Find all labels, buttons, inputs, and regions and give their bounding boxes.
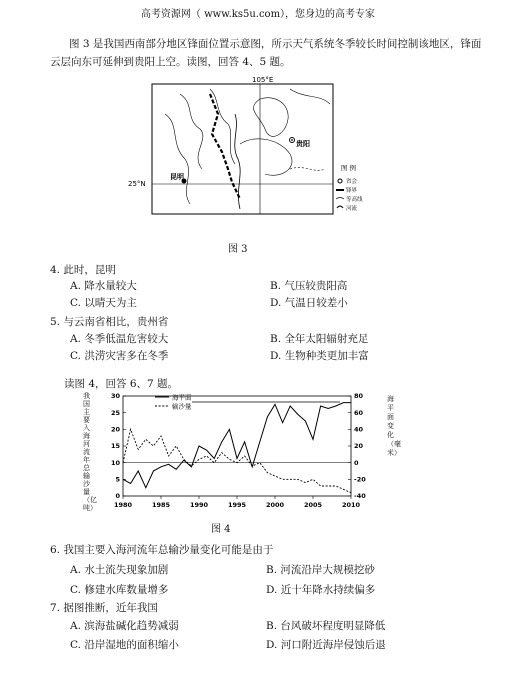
q4-option-b: B. 气压较贵阳高 bbox=[270, 280, 348, 292]
q4-option-a: A. 降水量较大 bbox=[70, 280, 137, 292]
city-kunming-label: 昆明 bbox=[170, 173, 184, 181]
q4-option-c: C. 以晴天为主 bbox=[70, 297, 137, 309]
legend-item-contour: 等高线 bbox=[346, 197, 363, 203]
legend-sediment: 输沙量 bbox=[172, 402, 192, 411]
intro-line-2: 云层向东可延伸到贵阳上空。读图，回答 4、5 题。 bbox=[50, 56, 291, 68]
q7-option-b: B. 台风破坏程度明显降低 bbox=[266, 620, 386, 632]
x-tick-label: 1980 bbox=[113, 501, 133, 509]
chart-ylabel-left: 我国主要入海河流年总输沙量（亿吨） bbox=[83, 392, 97, 512]
legend-item-capital: 省会 bbox=[346, 179, 358, 185]
x-tick-label: 1990 bbox=[189, 501, 209, 509]
q4-option-d: D. 气温日较差小 bbox=[270, 297, 348, 309]
legend-sea-level: 海平面 bbox=[172, 393, 192, 402]
figure-4-caption: 图 4 bbox=[211, 524, 231, 535]
y-left-tick-label: 20 bbox=[110, 425, 120, 434]
q6-option-c: C. 修建水库数量增多 bbox=[70, 584, 169, 596]
latitude-label: 25°N bbox=[128, 180, 146, 188]
y-left-tick-label: 0 bbox=[115, 492, 120, 501]
x-tick-label: 1995 bbox=[227, 501, 247, 509]
q7-stem: 7. 据图推断，近年我国 bbox=[50, 602, 158, 614]
q5-option-b: B. 全年太阳辐射充足 bbox=[270, 333, 369, 345]
q5-option-a: A. 冬季低温危害较大 bbox=[70, 333, 169, 345]
figure-3-map bbox=[128, 74, 363, 234]
q4-stem: 4. 此时，昆明 bbox=[50, 264, 116, 276]
q6-option-a: A. 水土流失现象加剧 bbox=[70, 564, 169, 576]
q7-option-a: A. 滨海盐碱化趋势减弱 bbox=[70, 620, 179, 632]
x-tick-label: 2000 bbox=[265, 501, 285, 509]
longitude-label: 105°E bbox=[252, 76, 274, 84]
y-right-tick-label: 0 bbox=[354, 458, 359, 467]
q7-option-c: C. 沿岸湿地的面积缩小 bbox=[70, 639, 179, 651]
chart-ylabel-right: 海平面变化（毫米） bbox=[387, 395, 401, 457]
q5-option-c: C. 洪涝灾害多在冬季 bbox=[70, 350, 169, 362]
figure-3-caption: 图 3 bbox=[228, 244, 248, 255]
y-right-tick-label: 60 bbox=[354, 408, 364, 417]
q6-stem: 6. 我国主要入海河流年总输沙量变化可能是由于 bbox=[50, 544, 274, 556]
legend-title: 图 例 bbox=[340, 164, 356, 172]
y-right-tick-label: -40 bbox=[354, 492, 366, 501]
q5-stem: 5. 与云南省相比，贵州省 bbox=[50, 316, 169, 328]
y-right-tick-label: 80 bbox=[354, 392, 364, 401]
x-tick-label: 1985 bbox=[151, 501, 171, 509]
y-right-tick-label: 40 bbox=[354, 425, 364, 434]
figure-4-chart bbox=[95, 390, 385, 515]
y-right-tick-label: 20 bbox=[354, 442, 364, 451]
y-left-tick-label: 5 bbox=[115, 475, 120, 484]
city-guiyang-label: 贵阳 bbox=[296, 140, 310, 148]
x-tick-label: 2005 bbox=[303, 501, 323, 509]
q7-option-d: D. 河口附近海岸侵蚀后退 bbox=[266, 639, 386, 651]
intro-2: 读图 4，回答 6、7 题。 bbox=[64, 378, 179, 390]
y-left-tick-label: 30 bbox=[110, 392, 120, 401]
y-ticks-left bbox=[111, 392, 126, 500]
q5-option-d: D. 生物种类更加丰富 bbox=[270, 350, 369, 362]
q6-option-d: D. 近十年降水持续偏多 bbox=[266, 584, 376, 596]
y-left-tick-label: 25 bbox=[110, 408, 120, 417]
legend-item-front: 锋界 bbox=[346, 188, 358, 194]
series-sediment-line bbox=[123, 429, 351, 492]
x-tick-label: 2010 bbox=[341, 501, 361, 509]
y-left-tick-label: 10 bbox=[110, 458, 120, 467]
intro-line-1: 图 3 是我国西南部分地区锋面位置示意图，所示天气系统冬季较长时间控制该地区，锋面 bbox=[69, 38, 482, 50]
x-ticks bbox=[114, 496, 361, 509]
y-left-tick-label: 15 bbox=[110, 442, 120, 451]
legend-item-river: 河流 bbox=[346, 206, 358, 212]
y-right-tick-label: -20 bbox=[354, 475, 366, 484]
plot-frame bbox=[123, 396, 351, 496]
q6-option-b: B. 河流沿岸大规模挖砂 bbox=[266, 564, 375, 576]
page-header: 高考资源网（ www.ks5u.com），您身边的高考专家 bbox=[140, 9, 376, 20]
series-sea-level-line bbox=[123, 403, 351, 488]
